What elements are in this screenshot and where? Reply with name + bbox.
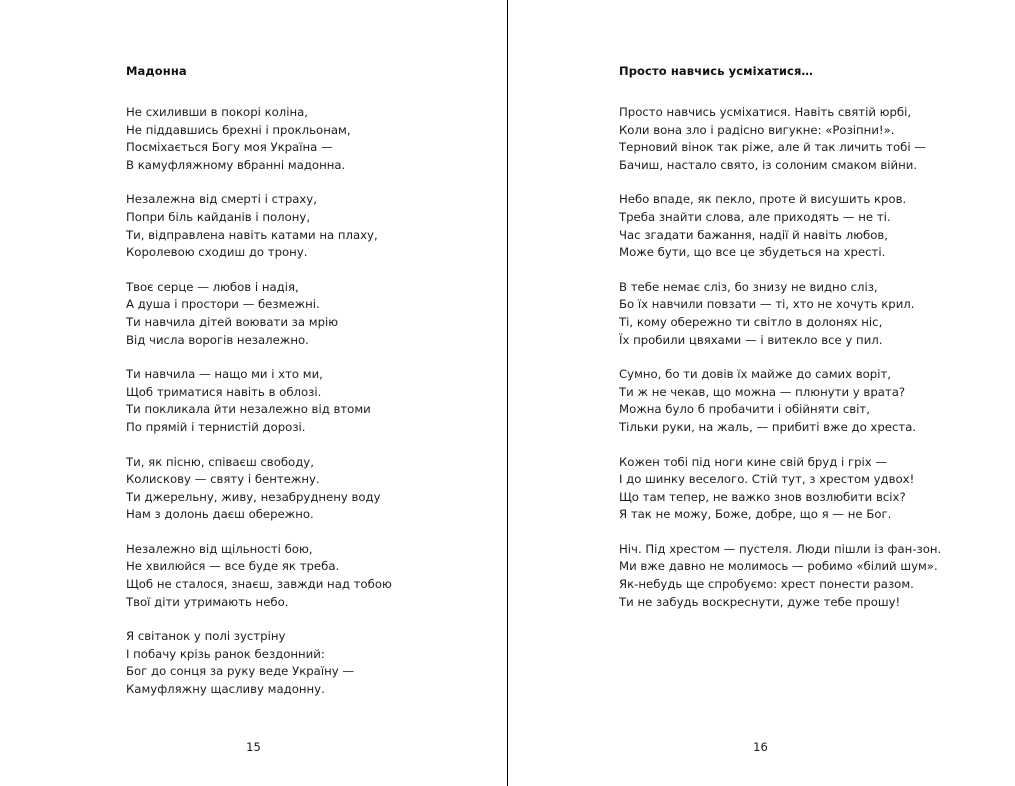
poem-line: Ти джерельну, живу, незабруднену воду	[126, 489, 381, 504]
poem-line: Бог до сонця за руку веде Україну —	[126, 664, 355, 679]
poem-line: Посміхається Богу моя Україна —	[126, 140, 333, 155]
poem-left	[126, 64, 456, 699]
stanza	[126, 541, 456, 611]
poem-line: По прямій і тернистій дорозі.	[126, 419, 306, 434]
poem-line: В камуфляжному вбранні мадонна.	[126, 157, 346, 172]
poem-line: Бачиш, настало свято, із солоним смаком війни.	[619, 157, 918, 172]
poem-line: Можна було б пробачити і обійняти світ,	[619, 402, 870, 417]
poem-line: В тебе немає сліз, бо знизу не видно сліз,	[619, 279, 878, 294]
poem-line: Ті, кому обережно ти світло в долонях ніс,	[619, 314, 883, 329]
poem-line: Твої діти утримають небо.	[126, 594, 289, 609]
page-right	[507, 0, 1014, 786]
poem-line: Ти не забудь воскреснути, дуже тебе прошу!	[619, 594, 901, 609]
poem-line: Камуфляжну щасливу мадонну.	[126, 682, 325, 697]
stanza	[126, 191, 456, 261]
poem-line: Терновий вінок так ріже, але й так личить тобі —	[619, 140, 926, 155]
poem-line: Ти, як пісню, співаєш свободу,	[126, 454, 314, 469]
stanza	[126, 104, 456, 174]
page-left	[0, 0, 507, 786]
poem-line: Просто навчись усміхатися. Навіть святій юрбі,	[619, 105, 912, 119]
page-number-left: 15	[246, 740, 261, 754]
poem-line: Як-небудь ще спробуємо: хрест понести разом.	[619, 577, 914, 592]
poem-line: Колискову — святу і бентежну.	[126, 472, 320, 487]
poem-line: Треба знайти слова, але приходять — не ті.	[619, 209, 891, 224]
poem-line: Коли вона зло і радісно вигукне: «Розіпни!».	[619, 122, 895, 137]
poem-line: Бо їх навчили повзати — ті, хто не хочуть крил.	[619, 297, 915, 312]
poem-line: Час згадати бажання, надії й навіть любов,	[619, 227, 889, 242]
poem-line: Щоб триматися навіть в облозі.	[126, 384, 322, 399]
stanza	[619, 541, 979, 611]
poem-line: Попри біль кайданів і полону,	[126, 209, 311, 224]
poem-line: Твоє серце — любов і надія,	[126, 279, 299, 294]
poem-line: Від числа ворогів незалежно.	[126, 332, 309, 347]
poem-line: І до шинку веселого. Стій тут, з хрестом удвох!	[619, 472, 915, 487]
poem-line: Тільки руки, на жаль, — прибиті вже до хреста.	[619, 419, 917, 434]
poem-title-right: Просто навчись усміхатися…	[619, 64, 814, 78]
stanza	[619, 366, 979, 436]
poem-line: Незалежна від смерті і страху,	[126, 192, 317, 207]
stanza	[619, 191, 979, 261]
poem-line: Я так не можу, Боже, добре, що я — не Бог.	[619, 507, 892, 522]
stanza	[126, 279, 456, 349]
stanza	[126, 366, 456, 436]
poem-line: Я світанок у полі зустріну	[126, 629, 286, 644]
stanza	[619, 104, 979, 174]
stanza	[619, 454, 979, 524]
poem-line: Кожен тобі під ноги кине свій бруд і гріх —	[619, 454, 888, 469]
poem-line: Не схиливши в покорі коліна,	[126, 105, 309, 119]
poem-line: Ніч. Під хрестом — пустеля. Люди пішли із фан-зон.	[619, 541, 942, 556]
poem-line: Ти ж не чекав, що можна — плюнути у врата?	[619, 384, 906, 399]
poem-line: Може бути, що все це збудеться на хресті.	[619, 245, 886, 260]
poem-line: Небо впаде, як пекло, проте й висушить кров.	[619, 192, 907, 207]
stanza	[619, 279, 979, 349]
poem-right	[619, 64, 979, 611]
stanza	[126, 454, 456, 524]
poem-line: Ми вже давно не молимось — робимо «білий шум».	[619, 559, 938, 574]
poem-line: Ти навчила дітей воювати за мрію	[126, 314, 339, 329]
poem-line: Що там тепер, не важко знов возлюбити всіх?	[619, 489, 906, 504]
poem-line: Не піддавшись брехні і прокльонам,	[126, 122, 351, 137]
stanza	[126, 628, 456, 698]
poem-line: Сумно, бо ти довів їх майже до самих воріт,	[619, 367, 891, 382]
poem-line: Не хвилюйся — все буде як треба.	[126, 559, 340, 574]
poem-line: Незалежно від щільності бою,	[126, 541, 313, 556]
poem-line: Ти, відправлена навіть катами на плаху,	[126, 227, 378, 242]
poem-line: Ти покликала йти незалежно від втоми	[126, 402, 371, 417]
poem-title-left: Мадонна	[126, 64, 187, 78]
poem-line: Королевою сходиш до трону.	[126, 245, 308, 260]
poem-line: І побачу крізь ранок бездонний:	[126, 646, 325, 661]
poem-line: Їх пробили цвяхами — і витекло все у пил.	[619, 332, 883, 347]
page-number-right: 16	[753, 740, 768, 754]
poem-line: Ти навчила — нащо ми і хто ми,	[126, 367, 323, 382]
poem-line: Нам з долонь даєш обережно.	[126, 507, 314, 522]
poem-line: А душа і простори — безмежні.	[126, 297, 320, 312]
poem-line: Щоб не сталося, знаєш, завжди над тобою	[126, 577, 392, 592]
